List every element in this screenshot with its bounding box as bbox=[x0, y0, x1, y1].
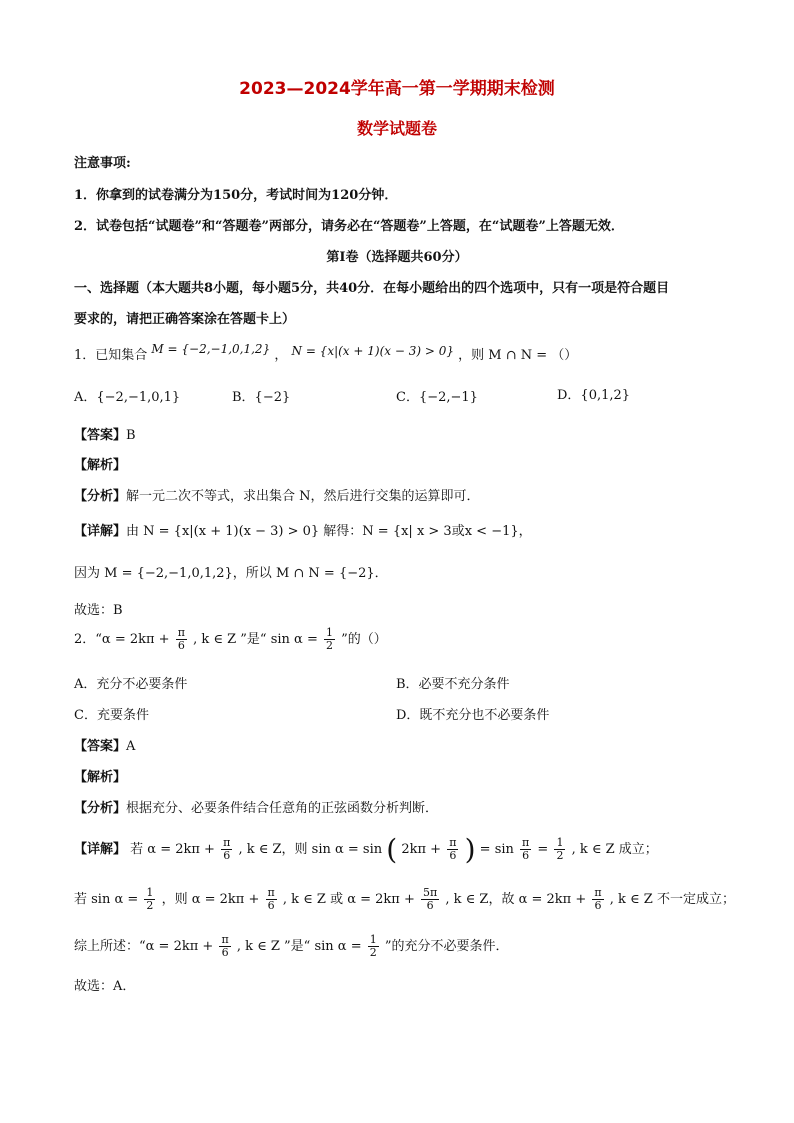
section-intro-line1: 一、选择题（本大题共8小题，每小题5分，共40分．在每小题给出的四个选项中，只有一项是符合题目 bbox=[74, 281, 670, 296]
q2-s-frac-1: $\frac{\pi}{6}$ bbox=[221, 933, 229, 960]
q2-x2: , k ∈ Z，则 sin α = sin bbox=[238, 842, 383, 857]
q1-answer bbox=[74, 424, 136, 443]
q2-option-b: B．必要不充分条件 bbox=[396, 677, 510, 692]
q1-option-a: A．{−2,−1,0,1} bbox=[74, 390, 181, 405]
right-paren: ) bbox=[464, 833, 476, 866]
q2-x-frac-4: $\frac{1}{2}$ bbox=[556, 835, 564, 862]
q2-x5: = bbox=[537, 842, 549, 857]
q2-fenxi-text: 根据充分、必要条件结合任意角的正弦函数分析判断． bbox=[126, 801, 439, 816]
q2-x-frac-2: $\frac{\pi}{6}$ bbox=[449, 835, 457, 862]
q1-set-m: M = {−2,−1,0,1,2} bbox=[151, 342, 271, 356]
q2-r3: , k ∈ Z 或 α = 2kπ + bbox=[282, 892, 415, 908]
q1-suffix: ，则 M ∩ N = （） bbox=[458, 348, 578, 363]
q1-choose: 故选：B bbox=[74, 603, 123, 618]
q1-answer-tag: 【答案】 bbox=[74, 428, 127, 443]
left-paren: ( bbox=[386, 833, 398, 866]
q2-s-frac-2: $\frac{1}{2}$ bbox=[369, 933, 377, 960]
q2-mid: , k ∈ Z ”是“ sin α = bbox=[193, 632, 318, 648]
q2-answer-value: A bbox=[126, 739, 136, 754]
q1-because: 因为 M = {−2,−1,0,1,2}，所以 M ∩ N = {−2}． bbox=[74, 566, 388, 581]
q2-answer bbox=[74, 735, 135, 754]
q1-sep: ， bbox=[274, 348, 288, 363]
q2-summary bbox=[74, 934, 509, 959]
q1-option-c: C．{−2,−1} bbox=[396, 390, 478, 405]
q2-stem bbox=[74, 627, 387, 652]
q2-r4: , k ∈ Z，故 α = 2kπ + bbox=[445, 892, 587, 908]
q2-r1: 若 sin α = bbox=[74, 892, 139, 908]
q1-fenxi bbox=[74, 485, 480, 504]
q2-xiangjie-tag: 【详解】 bbox=[74, 842, 127, 857]
section-heading: 第Ⅰ卷（选择题共60分） bbox=[326, 250, 468, 265]
q1-option-d: D．{0,1,2} bbox=[557, 388, 631, 403]
notes-item-1: 1．你拿到的试卷满分为150分，考试时间为120分钟． bbox=[74, 188, 398, 203]
q2-answer-tag: 【答案】 bbox=[74, 739, 127, 754]
document-subtitle: 数学试题卷 bbox=[356, 119, 437, 138]
q1-stem bbox=[74, 344, 577, 363]
q2-x6: , k ∈ Z 成立； bbox=[571, 842, 658, 857]
q2-choose: 故选：A． bbox=[74, 979, 136, 994]
q1-set-n: N = {x|(x + 1)(x − 3) > 0} bbox=[291, 344, 454, 358]
q2-r5: , k ∈ Z 不一定成立； bbox=[609, 892, 735, 908]
q2-x3: 2kπ + bbox=[401, 842, 442, 857]
q2-reverse bbox=[74, 887, 735, 912]
q1-fenxi-tag: 【分析】 bbox=[74, 489, 127, 504]
q1-option-b: B．{−2} bbox=[232, 390, 291, 405]
q1-fenxi-text: 解一元二次不等式，求出集合 N，然后进行交集的运算即可． bbox=[126, 489, 480, 504]
q2-frac-pi6: $\frac{\pi}{6}$ bbox=[177, 626, 185, 653]
q2-r-frac-2: $\frac{\pi}{6}$ bbox=[267, 886, 275, 913]
q1-xiangjie-text: 由 N = {x|(x + 1)(x − 3) > 0} 解得：N = {x| x > 3或x < −1}， bbox=[126, 524, 532, 539]
q1-xiangjie-tag: 【详解】 bbox=[74, 524, 127, 539]
q2-fenxi-tag: 【分析】 bbox=[74, 801, 127, 816]
q2-x-frac-1: $\frac{\pi}{6}$ bbox=[223, 835, 231, 862]
q2-option-a: A．充分不必要条件 bbox=[74, 677, 188, 692]
q2-s2: , k ∈ Z ”是“ sin α = bbox=[236, 939, 362, 955]
q2-suffix: ”的（） bbox=[341, 632, 387, 648]
q2-x-frac-3: $\frac{\pi}{6}$ bbox=[522, 835, 530, 862]
q2-option-d: D．既不充分也不必要条件 bbox=[396, 708, 550, 723]
q2-r2: ，则 α = 2kπ + bbox=[161, 892, 260, 908]
q2-x4: = sin bbox=[479, 842, 514, 857]
q2-s3: ”的充分不必要条件． bbox=[384, 939, 509, 955]
q2-x1: 若 α = 2kπ + bbox=[130, 842, 215, 857]
q2-fenxi bbox=[74, 797, 438, 816]
q1-prefix: 1．已知集合 bbox=[74, 348, 148, 363]
notes-heading: 注意事项: bbox=[74, 156, 131, 171]
q2-r-frac-4: $\frac{\pi}{6}$ bbox=[594, 886, 602, 913]
q2-xiangjie bbox=[74, 833, 658, 866]
q2-r-frac-3: $\frac{5\pi}{6}$ bbox=[423, 886, 438, 913]
q2-analysis-tag: 【解析】 bbox=[74, 770, 127, 785]
document-title: 2023—2024学年高一第一学期期末检测 bbox=[239, 79, 555, 99]
q1-analysis-tag: 【解析】 bbox=[74, 458, 127, 473]
q2-r-frac-1: $\frac{1}{2}$ bbox=[146, 886, 154, 913]
q1-xiangjie bbox=[74, 520, 532, 539]
notes-item-2: 2．试卷包括“试题卷”和“答题卷”两部分，请务必在“答题卷”上答题，在“试题卷”上答题无效． bbox=[74, 219, 624, 234]
q2-prefix: 2．“α = 2kπ + bbox=[74, 632, 170, 648]
q2-option-c: C．充要条件 bbox=[74, 708, 149, 723]
q2-frac-half: $\frac{1}{2}$ bbox=[326, 626, 333, 653]
q1-answer-value: B bbox=[126, 428, 136, 443]
section-intro-line2: 要求的，请把正确答案涂在答题卡上） bbox=[74, 312, 296, 327]
q2-s1: 综上所述：“α = 2kπ + bbox=[74, 939, 214, 955]
